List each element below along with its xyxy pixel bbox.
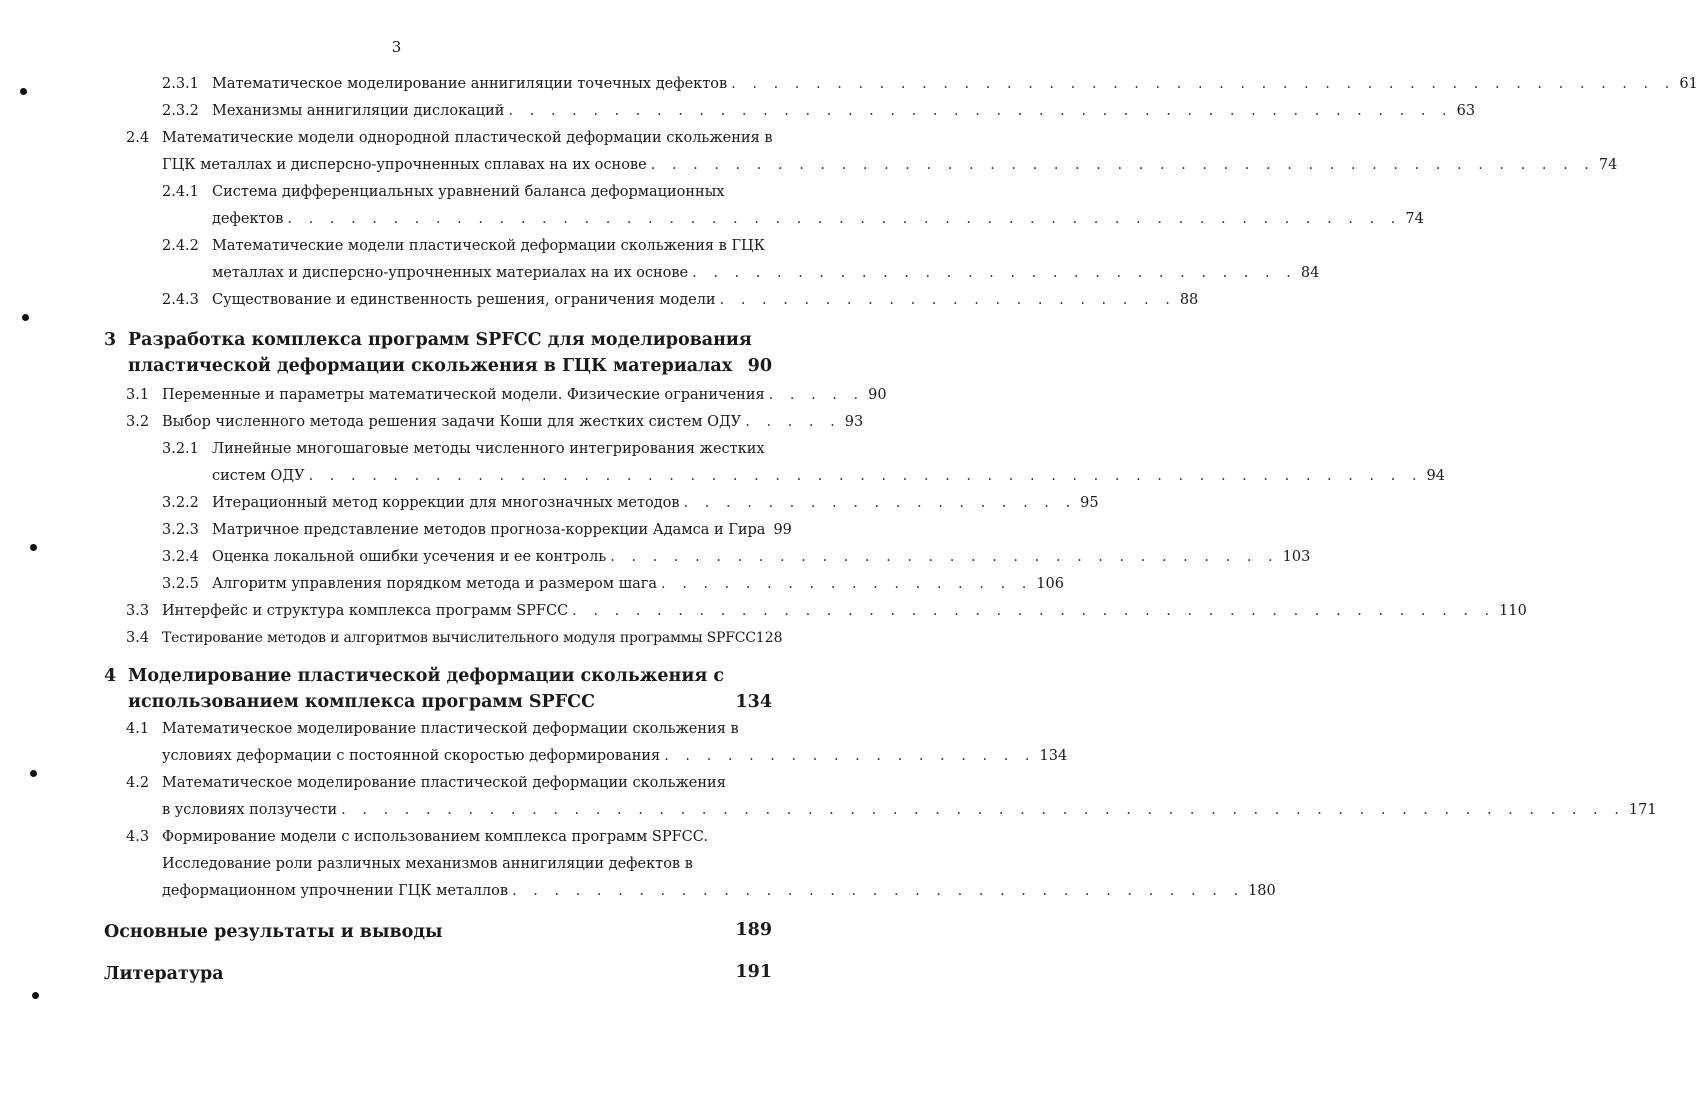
entry-page: 180 xyxy=(1248,883,1276,899)
dot-leader: . . . . . . . . . . . . . . . . . . . . . . . . . . . . . . . . . . . . . . . . . . . . . xyxy=(650,157,1595,173)
toc-entry[interactable] xyxy=(126,774,772,792)
entry-title: Итерационный метод коррекции для многозначных методов xyxy=(212,495,680,511)
dot-leader: . . . . . . . . . . . . . . . . . . . xyxy=(683,495,1077,511)
toc-entry[interactable] xyxy=(126,129,772,147)
toc-entry-continuation[interactable] xyxy=(162,156,1618,174)
toc-entry[interactable] xyxy=(126,828,772,846)
toc-entry[interactable] xyxy=(162,75,1698,93)
backmatter-references[interactable]: Литература xyxy=(104,964,224,984)
toc-entry[interactable] xyxy=(162,237,772,255)
dot-leader: . . . . . . . . . . . . . . . . . . . . . . . . . . . . . . . . . . . . . . . . . . . . xyxy=(572,603,1496,619)
backmatter-results[interactable]: Основные результаты и выводы xyxy=(104,922,443,942)
dot-leader: . . . . . xyxy=(745,414,841,430)
dot-leader: . . . . . . . . . . . . . . . . . . . . . . . . . . . . . . . . xyxy=(610,549,1279,565)
toc-entry[interactable] xyxy=(162,494,1099,512)
chapter-title-line[interactable]: Разработка комплекса программ SPFCC для моделирования xyxy=(128,330,752,350)
entry-page: 103 xyxy=(1282,549,1311,565)
entry-number: 3.3 xyxy=(126,603,150,619)
entry-title: Тестирование методов и алгоритмов вычислительного модуля программы SPFCC xyxy=(162,630,756,646)
entry-number: 4.1 xyxy=(126,721,150,737)
chapter-title-line[interactable]: Моделирование пластической деформации скольжения с xyxy=(128,666,724,686)
toc-entry-continuation[interactable] xyxy=(212,264,1320,282)
entry-title: Математические модели однородной пластической деформации скольжения в xyxy=(162,130,773,146)
chapter-page: 90 xyxy=(747,356,772,376)
entry-page: 84 xyxy=(1300,265,1320,281)
chapter-number: 3 xyxy=(104,330,117,350)
entry-page: 63 xyxy=(1456,103,1476,119)
backmatter-results-page: 189 xyxy=(735,920,772,940)
entry-title: Матричное представление методов прогноза-коррекции Адамса и Гира xyxy=(212,522,766,538)
dot-leader: . . . . . . . . . . . . . . . . . . . . . . . . . . . . . . . . . . . . . . . . . . . . . . . . . . . . . . . . . . . . . xyxy=(341,802,1625,818)
toc-entry[interactable] xyxy=(162,521,792,539)
entry-page: 128 xyxy=(755,630,783,646)
dot-leader: . . . . . . . . . . . . . . . . . . . . . . . . . . . . . . . . . . . . . . . . . . . . . xyxy=(731,76,1676,92)
entry-number: 3.2.5 xyxy=(162,576,199,592)
entry-title: Линейные многошаговые методы численного интегрирования жестких xyxy=(212,441,765,457)
entry-title: металлах и дисперсно-упрочненных материалах на их основе xyxy=(212,265,689,281)
toc-entry[interactable] xyxy=(162,575,1065,593)
toc-entry[interactable] xyxy=(126,720,772,738)
entry-number: 3.4 xyxy=(126,630,150,646)
scan-dot xyxy=(30,544,37,551)
entry-number: 3.2.2 xyxy=(162,495,199,511)
entry-title: Существование и единственность решения, ограничения модели xyxy=(212,292,716,308)
dot-leader: . . . . . . . . . . . . . . . . . . . . . . xyxy=(719,292,1176,308)
entry-page: 95 xyxy=(1080,495,1099,511)
entry-title: деформационном упрочнении ГЦК металлов xyxy=(162,883,509,899)
dot-leader: . . . . . xyxy=(768,387,865,403)
scan-dot xyxy=(20,88,27,95)
entry-page: 90 xyxy=(868,387,887,403)
entry-page: 110 xyxy=(1499,603,1527,619)
entry-title: Оценка локальной ошибки усечения и ее контроль xyxy=(212,549,607,565)
entry-title: условиях деформации с постоянной скоростью деформирования xyxy=(162,748,661,764)
scan-dot xyxy=(22,314,29,321)
dot-leader: . . . . . . . . . . . . . . . . . . . . . . . . . . . . . . . . . . . . . . . . . . . . . . . . . . . . . xyxy=(308,468,1423,484)
entry-page: 171 xyxy=(1628,802,1657,818)
toc-entry[interactable] xyxy=(162,440,772,458)
toc-entry-continuation[interactable] xyxy=(162,882,1276,900)
entry-title: Математические модели пластической деформации скольжения в ГЦК xyxy=(212,238,765,254)
chapter-title-line[interactable]: пластической деформации скольжения в ГЦК материалах xyxy=(128,356,733,376)
entry-page: 134 xyxy=(1039,748,1068,764)
entry-number: 2.4.3 xyxy=(162,292,199,308)
toc-entry[interactable] xyxy=(162,548,1311,566)
entry-title: Исследование роли различных механизмов аннигиляции дефектов в xyxy=(162,856,693,872)
toc-entry[interactable] xyxy=(126,413,864,431)
entry-title: Формирование модели с использованием комплекса программ SPFCC. xyxy=(162,829,708,845)
entry-page: 106 xyxy=(1036,576,1065,592)
toc-entry[interactable] xyxy=(162,183,772,201)
toc-entry[interactable] xyxy=(162,102,1476,120)
toc-entry[interactable] xyxy=(126,629,783,647)
entry-page: 88 xyxy=(1179,292,1199,308)
entry-title: Математическое моделирование аннигиляции точечных дефектов xyxy=(212,76,728,92)
page-number: 3 xyxy=(391,38,402,56)
toc-entry[interactable] xyxy=(126,602,1527,620)
toc-entry-continuation[interactable] xyxy=(162,747,1068,765)
entry-number: 3.2 xyxy=(126,414,150,430)
toc-entry-continuation[interactable] xyxy=(212,210,1424,228)
dot-leader: . . . . . . . . . . . . . . . . . . xyxy=(661,576,1033,592)
entry-title: систем ОДУ xyxy=(212,468,305,484)
entry-number: 4.3 xyxy=(126,829,150,845)
entry-number: 3.2.3 xyxy=(162,522,199,538)
dot-leader: . . . . . . . . . . . . . . . . . . . . . . . . . . . . . . . . . . . xyxy=(512,883,1245,899)
dot-leader: . . . . . . . . . . . . . . . . . . . . . . . . . . . . . . . . . . . . . . . . . . . . . . . . . . . . . xyxy=(287,211,1402,227)
entry-title: ГЦК металлах и дисперсно-упрочненных сплавах на их основе xyxy=(162,157,647,173)
toc-entry[interactable] xyxy=(126,386,887,404)
dot-leader: . . . . . . . . . . . . . . . . . . . . . . . . . . . . . xyxy=(692,265,1297,281)
entry-number: 2.3.2 xyxy=(162,103,199,119)
entry-title: Интерфейс и структура комплекса программ SPFCC xyxy=(162,603,569,619)
entry-page: 99 xyxy=(773,522,792,538)
entry-page: 74 xyxy=(1405,211,1424,227)
chapter-title-line[interactable]: использованием комплекса программ SPFCC xyxy=(128,692,595,712)
scan-dot xyxy=(32,992,39,999)
backmatter-references-page: 191 xyxy=(735,962,772,982)
entry-number: 3.1 xyxy=(126,387,150,403)
entry-title: Переменные и параметры математической модели. Физические ограничения xyxy=(162,387,765,403)
entry-title: Алгоритм управления порядком метода и размером шага xyxy=(212,576,657,592)
entry-number: 4.2 xyxy=(126,775,150,791)
toc-entry[interactable] xyxy=(162,291,1199,309)
entry-page: 93 xyxy=(844,414,864,430)
entry-page: 61 xyxy=(1679,76,1698,92)
dot-leader: . . . . . . . . . . . . . . . . . . xyxy=(664,748,1036,764)
entry-title: в условиях ползучести xyxy=(162,802,338,818)
toc-entry-continuation[interactable] xyxy=(212,467,1445,485)
dot-leader: . . . . . . . . . . . . . . . . . . . . . . . . . . . . . . . . . . . . . . . . . . . . . xyxy=(508,103,1453,119)
entry-number: 2.3.1 xyxy=(162,76,199,92)
entry-page: 94 xyxy=(1426,468,1445,484)
entry-number: 2.4.2 xyxy=(162,238,199,254)
entry-title: Система дифференциальных уравнений баланса деформационных xyxy=(212,184,725,200)
chapter-number: 4 xyxy=(104,666,117,686)
entry-title: Математическое моделирование пластической деформации скольжения в xyxy=(162,721,739,737)
entry-title: дефектов xyxy=(212,211,284,227)
entry-number: 2.4 xyxy=(126,130,150,146)
scan-dot xyxy=(30,770,37,777)
entry-title: Математическое моделирование пластической деформации скольжения xyxy=(162,775,726,791)
entry-number: 3.2.4 xyxy=(162,549,199,565)
entry-number: 2.4.1 xyxy=(162,184,199,200)
entry-title: Механизмы аннигиляции дислокаций xyxy=(212,103,505,119)
entry-title: Выбор численного метода решения задачи Коши для жестких систем ОДУ xyxy=(162,414,742,430)
toc-entry-continuation[interactable] xyxy=(162,801,1657,819)
entry-page: 74 xyxy=(1598,157,1618,173)
chapter-page: 134 xyxy=(735,692,772,712)
entry-number: 3.2.1 xyxy=(162,441,199,457)
toc-entry-continuation[interactable] xyxy=(162,855,772,873)
